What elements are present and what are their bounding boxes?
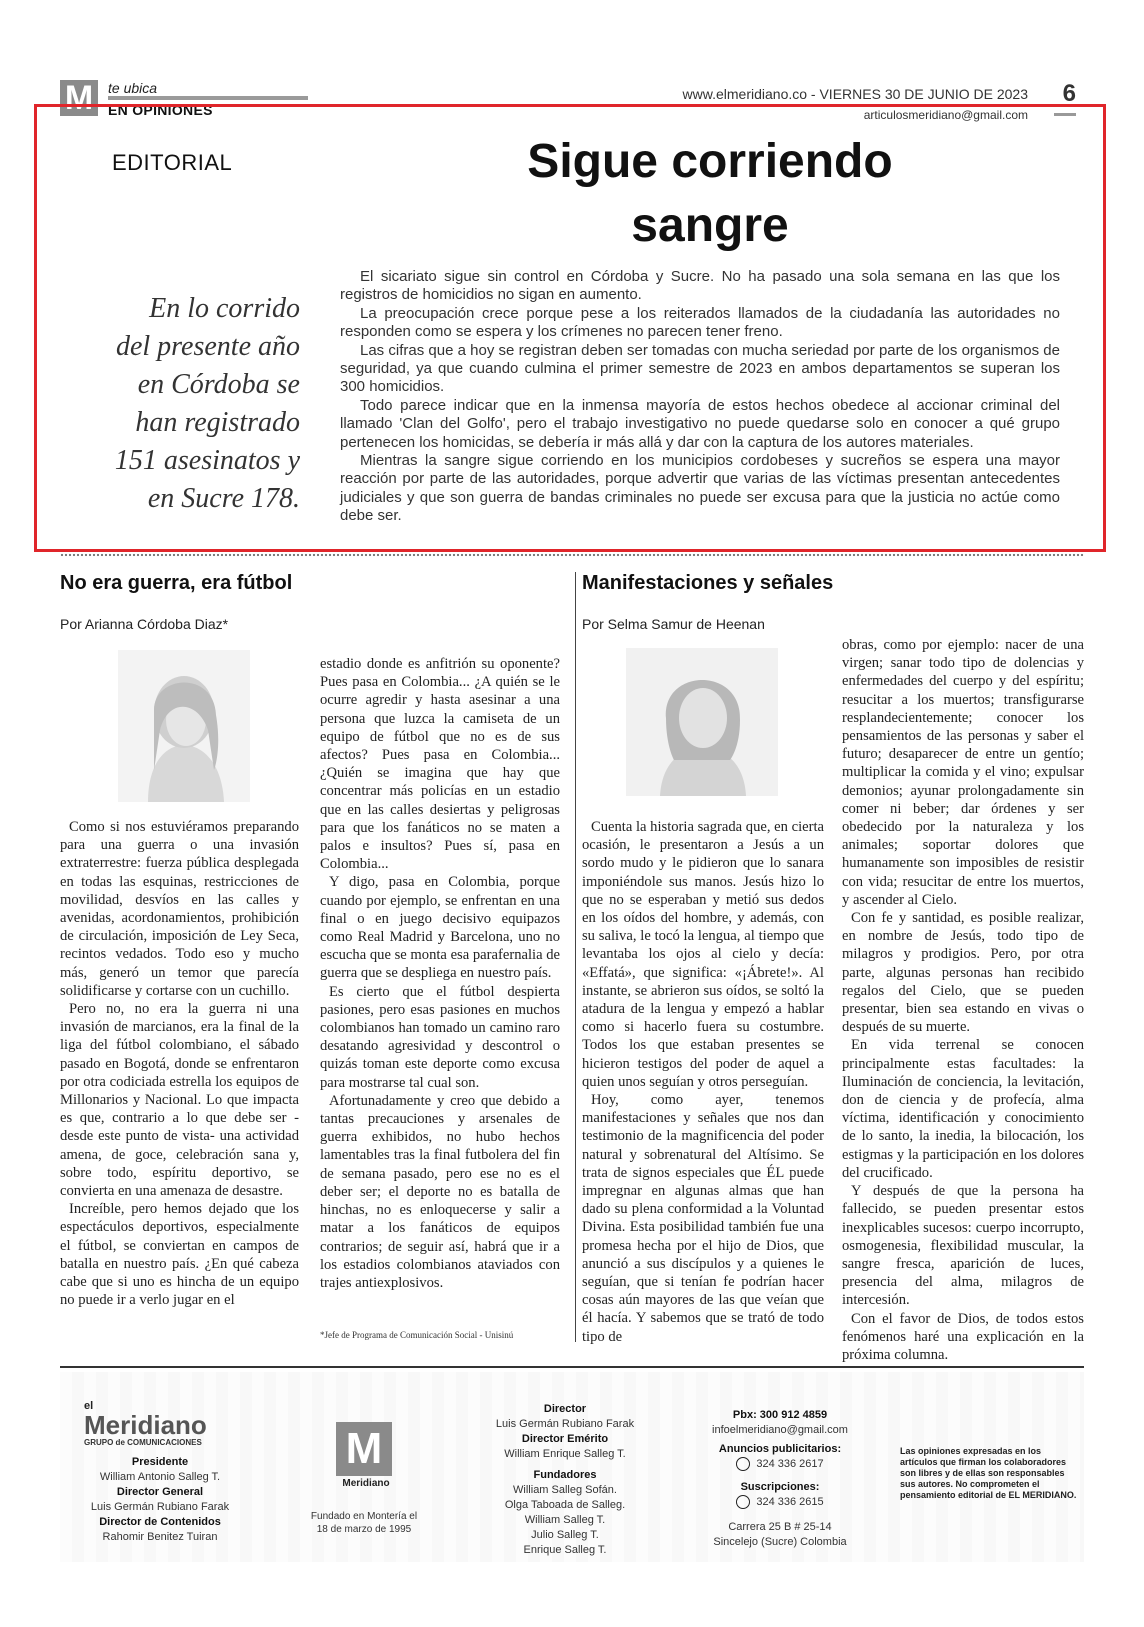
ads-phone: 324 336 2617 xyxy=(756,1458,824,1470)
section-tagline-top: te ubica xyxy=(108,80,158,96)
director-role: Director xyxy=(543,1403,587,1415)
newspaper-logo-icon: M xyxy=(60,80,98,116)
editorial-paragraph: Mientras la sangre sigue corriendo en los municipios cordobeses y sucreños se espera una mayor reacción por parte de las autoridades, porque advertir que varias de las víctimas presentan antecedentes judiciales y que son guerra de bandas criminales no puede ser excusa para que la justicia no actúe como debe ser. xyxy=(340,452,1060,525)
article-paragraph: Y después de que la persona ha fallecido, se pueden presentar estos inexplicables sucesos: cuerpo incorrupto, osmogenesia, flexibilidad muscular, la sangre fresca, aparición de luces, presencia del alma, milagros de intercesión. xyxy=(842,1183,1084,1309)
author-footnote: *Jefe de Programa de Comunicación Social - Unisinú xyxy=(320,1330,514,1340)
brand-group: GRUPO de COMUNICACIONES xyxy=(84,1438,202,1447)
article-paragraph: Con el favor de Dios, de todos estos fenómenos haré una explicación en la próxima columna. xyxy=(842,1310,1084,1363)
article-paragraph: En vida terrenal se conocen principalmente estas facultades: la Iluminación de conciencia, la levitación, don de ciencia y de profecía, alma víctima, identificación y conocimiento de lo santo, la inedia, la bilocación, los estigmas y la participación en los dolores del crucificado. xyxy=(842,1037,1084,1181)
article-paragraph: Cuenta la historia sagrada que, en cierta ocasión, le presentaron a Jesús a un sordo mudo y le pidieron que lo sanara imponiéndole sus manos. Jesús hizo lo que no se esperaban y metió sus dedos en los oídos del hombre, y además, con su saliva, le tocó la lengua, al tiempo que levantaba los ojos al cielo y decía: «Effatá», que significa: «¡Ábrete!». Al instante, se abrieron sus oídos, se soltó la atadura de la lengua y empezó a hablar como si hacerlo fuera su costumbre. Todos los que estaban presentes se hicieron testigos del poder de aquel a quien unos seguían y otros perseguían. xyxy=(582,819,824,1090)
section-tagline: EN OPINIONES xyxy=(108,102,213,118)
dotted-separator xyxy=(60,553,1084,557)
article-paragraph: estadio donde es anfitrión su oponente? Pues pasa en Colombia... ¿A quién se le ocurre agredir y hasta asesinar a una persona que luzca la camiseta de un equipo de fútbol que no es de sus afectos? Pues pasa en Colombia... ¿Quién se imagina que hay que concentrar más policías en un estadio que en las calles desiertas y peligrosas para que los fanáticos no se maten a palos e insultos? Pues sí, pasa en Colombia... xyxy=(320,656,560,873)
page-number: 6 xyxy=(1062,80,1076,107)
article-paragraph: Y digo, pasa en Colombia, porque cuando por ejemplo, se enfrentan en una final o en juego decisivo equipazos como Real Madrid y Barcelona, uno no escucha que se monta esa parafernalia de guerra que se despliega en nuestro país. xyxy=(320,874,560,982)
editorial-title xyxy=(480,130,940,258)
article-right-title: Manifestaciones y señales xyxy=(582,572,834,594)
contact-email: articulosmeridiano@gmail.com xyxy=(863,108,1028,122)
editorial-title-line2: sangre xyxy=(631,199,789,252)
author-photo-right xyxy=(626,648,778,796)
pbx-phone: Pbx: 300 912 4859 xyxy=(732,1409,828,1421)
article-right-column-2 xyxy=(842,636,1084,1364)
article-left-column-1 xyxy=(60,818,299,1309)
tagline-divider xyxy=(108,96,308,100)
founded-date: Fundado en Montería el 18 de marzo de 1995 xyxy=(310,1511,418,1535)
article-paragraph: Increíble, pero hemos dejado que los espectáculos deportivos, especialmente el fútbol, se conviertan en campos de batalla en nuestro país. ¿En qué cabeza cabe que si uno es hincha de un equipo no puede ir a verlo jugar en el xyxy=(60,1201,299,1309)
article-right-column-1 xyxy=(582,818,824,1346)
editorial-body xyxy=(340,268,1060,526)
brand-name: Meridiano xyxy=(84,1410,207,1440)
content-director-role: Director de Contenidos xyxy=(99,1516,221,1528)
emeritus-name: William Enrique Salleg T. xyxy=(504,1448,626,1460)
general-director-name: Luis Germán Rubiano Farak xyxy=(90,1501,230,1513)
director-name: Luis Germán Rubiano Farak xyxy=(495,1418,635,1430)
ads-label: Anuncios publicitarios: xyxy=(718,1443,842,1455)
footer-staff-center xyxy=(470,1402,660,1558)
emeritus-role: Director Emérito xyxy=(521,1433,609,1445)
founder-name: Enrique Salleg T. xyxy=(523,1544,607,1556)
footer-brand-logo xyxy=(84,1400,234,1447)
subscriptions-label: Suscripciones: xyxy=(740,1481,820,1493)
editorial-disclaimer: Las opiniones expresadas en los artículos que firman los colaboradores son libres y de ellas son responsables sus autores. No comprometen el pensamiento editorial de EL MERIDIANO. xyxy=(900,1446,1077,1500)
president-name: William Antonio Salleg T. xyxy=(99,1471,221,1483)
article-paragraph: Afortunadamente y creo que debido a tantas precauciones y arsenales de guerra exhibidos, no hubo hechos lamentables tras la final futbolera del fin de semana pasado, pero ese no es el deber ser; el deporte no es batalla de hinchas, no es enloquecerse y salir a matar a los fanáticos de equipos contrarios; de seguir así, habrá que ir a los estadios colombianos ataviados con trajes antiexplosivos. xyxy=(320,1092,560,1291)
editorial-paragraph: Las cifras que a hoy se registran deben ser tomadas con mucha seriedad por parte de los organismos de seguridad, ya que cuando culmina el primer semestre de 2023 en ambos departamentos se superan los 300 homicidios. xyxy=(340,341,1060,396)
article-right-byline: Por Selma Samur de Heenan xyxy=(582,616,765,632)
column-divider xyxy=(575,572,576,1342)
editorial-title-line1: Sigue corriendo xyxy=(527,135,893,188)
whatsapp-icon xyxy=(736,1495,750,1509)
address-line-2: Sincelejo (Sucre) Colombia xyxy=(713,1536,847,1548)
article-paragraph: Pero no, no era la guerra ni una invasión de marcianos, era la final de la liga del fútbol colombiano, el sábado pasado en Bogotá, donde se enfrentaron por otra codiciada estrella los equipos de Millonarios y Nacional. Lo que impacta es que, contrario a lo que debe ser -desde este punto de vista- una actividad amena, de goce, celebración sana y, sobre todo, espíritu deportivo, se convierta en una amenaza de desastre. xyxy=(60,1001,299,1200)
editorial-label: EDITORIAL xyxy=(112,150,233,175)
article-paragraph: Como si nos estuviéramos preparando para una guerra o una invasión extraterrestre: fuerza pública desplegada en todas las esquinas, restricciones de movilidad, desvíos en las calles y avenidas, acordonamientos, prohibición de circulación, imposición de Ley Seca, recintos vedados. Todo eso y mucho más, generó un temor que parecía solidificarse y cortarse con un cuchillo. xyxy=(60,819,299,999)
address-line-1: Carrera 25 B # 25-14 xyxy=(728,1521,832,1533)
footer-contact xyxy=(690,1408,870,1550)
article-paragraph: Hoy, como ayer, tenemos manifestaciones y señales que nos dan testimonio de la magnificencia del poder natural y sobrenatural del Altísimo. Se trata de signos especiales que ÉL puede impregnar en algunas almas que han dado su plena conformidad a la Voluntad Divina. Esta posibilidad también fue una promesa hecha por el hijo de Dios, que anunció a sus discípulos y a quienes le seguían, que si tenían fe podrían hacer cosas aún mayores de las que veían que él hacía. Y sabemos que se trató de todo tipo de xyxy=(582,1092,824,1345)
founder-name: William Salleg T. xyxy=(524,1514,606,1526)
footer-email: infoelmeridiano@gmail.com xyxy=(712,1424,848,1436)
article-left-column-2 xyxy=(320,655,560,1292)
founder-name: Olga Taboada de Salleg. xyxy=(504,1499,626,1511)
site-and-date: www.elmeridiano.co - VIERNES 30 DE JUNIO DE 2023 xyxy=(682,86,1028,102)
general-director-role: Director General xyxy=(116,1486,204,1498)
editorial-pullquote: En lo corrido del presente año en Córdoba se han registrado 151 asesinatos y en Sucre 178. xyxy=(114,293,300,514)
founder-name: Julio Salleg T. xyxy=(531,1529,599,1541)
subscriptions-phone: 324 336 2615 xyxy=(756,1496,824,1508)
article-paragraph: obras, como por ejemplo: nacer de una virgen; sanar todo tipo de dolencias y enfermedades del cuerpo y del espíritu; resucitar a los muertos; transfigurarse resplandecientemente; conocer los pensamientos de las personas y saber el futuro; desaparecer de entre un gentío; multiplicar la comida y el vino; expulsar demonios; ayunar prolongadamente sin comer ni beber; dar órdenes y ser obedecido por la naturaleza y los animales; soportar dolores que humanamente son imposibles de resistir con vida; resucitar de entre los muertos, y ascender al Cielo. xyxy=(842,637,1084,908)
mini-logo-name: Meridiano xyxy=(342,1478,390,1489)
brand-el: el xyxy=(84,1400,94,1412)
whatsapp-icon xyxy=(736,1457,750,1471)
president-role: Presidente xyxy=(131,1456,189,1468)
editorial-paragraph: El sicariato sigue sin control en Córdoba y Sucre. No ha pasado una sola semana en las que los registros de homicidios no sigan en aumento. xyxy=(340,268,1060,304)
article-paragraph: Con fe y santidad, es posible realizar, en nombre de Jesús, todo tipo de milagros y prodigios. Pero, por otra parte, algunas personas han recibido regalos del Cielo, que se pueden presentar, bien sea estando en vivas o después de su muerte. xyxy=(842,910,1084,1036)
content-director-name: Rahomir Benitez Tuiran xyxy=(102,1531,218,1543)
editorial-paragraph: La preocupación crece porque pese a los reiterados llamados de la ciudadanía las autoridades no responden como se espera y los crímenes no parecen tener freno. xyxy=(340,304,1060,341)
article-left-title: No era guerra, era fútbol xyxy=(60,572,293,594)
footer-staff-left xyxy=(70,1455,250,1545)
article-left-byline: Por Arianna Córdoba Diaz* xyxy=(60,616,229,632)
author-photo-left xyxy=(118,650,250,802)
article-paragraph: Es cierto que el fútbol despierta pasiones, pero esas pasiones en muchos colombianos han tomado un camino raro desatando agresividad y descontrol o quizás toman este deporte como excusa para mostrarse tal cual son. xyxy=(320,983,560,1091)
founder-name: William Salleg Sofán. xyxy=(513,1484,617,1496)
editorial-paragraph: Todo parece indicar que en la inmensa mayoría de estos hechos obedece al accionar criminal del llamado 'Clan del Golfo', pero el trabajo investigativo no puede quedarse solo en conocer a qué grupo pertenecen los homicidas, se debería ir más allá y dar con la captura de los autores materiales. xyxy=(340,396,1060,451)
founders-role: Fundadores xyxy=(533,1469,597,1481)
footer-rule xyxy=(60,1366,1084,1368)
mini-logo-icon: M xyxy=(336,1422,392,1476)
